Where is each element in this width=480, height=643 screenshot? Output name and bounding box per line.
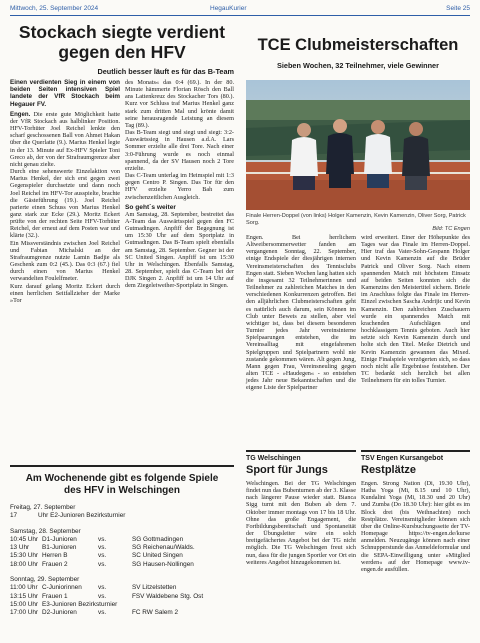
right-article-col2: wird erweitert. Einer der Höhepunkte des Tages war das Finale im Herren-Doppel. Hier traf das Vater-Sohn-Gespann Holger und Kevin Kamenzin auf die Brüder Patrick und Oliver Sorg. Nach einem spannenden Match mit höchstem Einsatz auf beiden Seiten konnten sich die Kamenzins den Meistertitel sichern. Briefe im Anschluss folgte das Finale im Herren-Einzel zwischen Sascha Andrijic und Kevin Kamenzin. Den zahlreichen Zuschauern wurde ein spannendes Match mit krachenden Aufschlägen und hochklassigem Tennis geboten. Auch hier setzte sich Kevin Kamenzin durch und holte sich den Titel. Meike Dietrich und Kevin Kamenzin gewannen das Mixed. Einige Finalspiele verzögerten sich, so dass noch nicht alle Ergebnisse feststehen. Der TC bedankt sich herzlich bei allen Teilnehmern für ein tolles Turnier. (361, 234, 470, 385)
match-team: Frauen 2 (42, 560, 68, 568)
match-time: 13 Uhr (10, 544, 30, 552)
match-vs: vs. (98, 544, 107, 552)
schedule-row (10, 601, 234, 609)
paragraph: Am Samstag, 28. September, bestreitet das A-Team das Auswärtsspiel gegen den FC Gutmadingen. Anpfiff der Begegnung ist um 15:30 Uhr auf dem Sportplatz in Gutmadingen. Das B-Team spielt ebenfalls am Samstag, 28. September. Gegner ist der SC United Singen. Anpfiff ist um 15:30 Uhr in Welschingen. Ebenfalls Samstag, 28. September, spielt das C-Team bei der DJK Singen 2. Anpfiff ist um 14 Uhr auf dem Ziegeleiweiher-Sportplatz in Singen. (125, 210, 234, 290)
match-team: E3-Junioren Bezirksturnier (42, 600, 118, 608)
tg-headline: Sport für Jungs (246, 464, 328, 476)
schedule-row (10, 552, 234, 560)
left-headline (10, 22, 234, 62)
match-vs: vs. (98, 584, 107, 592)
right-subheadline: Sieben Wochen, 32 Teilnehmer, viele Gewinner (277, 61, 439, 70)
schedule-day (10, 576, 234, 617)
match-vs: vs. (98, 592, 107, 600)
schedule-day (10, 528, 234, 569)
match-time: 13:15 Uhr (10, 592, 39, 600)
tsv-article-text: Engen. Strong Nation (Di, 19.30 Uhr), Hatha Yoga (Mi, 8.15 und 10 Uhr), Kundalini Yoga (Mi, 18.30 und 20 Uhr) und Zumba (Do 18.30 Uhr): hier gibt es im Block drei (bis Weihnachten) noch Restplätze. Vereinsmitglieder können sich über die Online-Kursbuchungsseite der TV-Homepage https://tv-engen.de/kurse anmelden. Neuzugänge können nach einer Schnupperstunde das Anmeldeformular und die SEPA-Einwilligung unter »Mitglied werden« auf der Homepage www.tv-engen.de ausfüllen. (361, 480, 470, 573)
match-opponent: SG Reichenau/Walds. (132, 544, 195, 552)
match-vs: vs. (98, 560, 107, 568)
schedule-box (10, 465, 234, 637)
day-label: Freitag, 27. September (10, 504, 76, 511)
match-opponent: SG Gottmadingen (132, 535, 184, 543)
match-team: C-Juniorinnen (42, 584, 82, 592)
match-team: D1-Junioren (42, 535, 77, 543)
schedule-row (10, 561, 234, 569)
photo-credit: Bild: TC Engen (432, 226, 470, 233)
tennis-team-photo (246, 80, 470, 210)
paragraph: Das C-Team unterlag im Heimspiel mit 1:3 gegen Centro P. Singen. Das Tor für den HFV erzielte Yerro Bah zum zwischenzeitlichen Ausgleich. (125, 172, 234, 201)
page-number: Seite 25 (446, 5, 470, 12)
match-opponent: SC United Singen (132, 552, 183, 560)
match-team: B1-Junioren (42, 544, 77, 552)
section-rule (246, 450, 356, 452)
schedule-day (10, 504, 234, 521)
page-header (10, 4, 470, 16)
paragraph: Das B-Team siegt und siegt und siegt: 3:2-Auswärtssieg in Hausen a.d.A. Lars Sommer erzielte alle drei Tore. Nach einer 3:0-Führung wurde es noch einmal spannend, da der SV Hausen noch 2 Tore erzielte. (125, 129, 234, 172)
match-vs: vs. (98, 535, 107, 543)
match-vs: vs. (98, 552, 107, 560)
tsv-headline: Restplätze (361, 464, 417, 476)
schedule-row (10, 512, 234, 520)
section-rule (361, 450, 470, 452)
paragraph: Durch eine sehenswerte Einzelaktion von Marius Henkel, der sich erst gegen zwei Gegenspieler durchsetzte und dann noch Joel Reichel im HFV-Tor ausspielte, brachte die Gästeführung (19.). Joel Reichel parierte einen Schuss von Marius Henkel ganz stark zur Ecke (29.). Moritz Eckert prüfte von der rechten Seite HFV-Torhüter Reichel, der erneut auf dem Posten war und klärte (32.). (10, 168, 120, 240)
left-headline-line1: Stockach siegte verdient (18, 22, 226, 42)
left-article-lead: Einen verdienten Sieg in einem von beiden Seiten intensiven Spiel landete der VfR Stockach beim Hegauer FV. (10, 79, 120, 108)
match-time: 17 (10, 512, 18, 520)
day-label: Samstag, 28. September (10, 527, 81, 535)
match-team: Frauen 1 (42, 592, 68, 600)
schedule-row (10, 536, 234, 544)
match-opponent: FSV Waldebene Stg. Ost (132, 592, 204, 600)
left-headline-line2: gegen den HFV (58, 42, 186, 62)
paragraph-text: Die erste gute Möglichkeit hatte der VfR Stockach aus halblinker Position. HFV-Torhüter Joel Reichel lenkte den scharf geschossenen Ball von Ahmet Hakan über die Querlatte (9.). Marius Henkel legte in der 13. Minute auf Ex-HFV Spieler Toni Greco ab, der von der Strafraumgrenze aber nicht genau zielte. (10, 110, 120, 168)
match-team: Herren B (42, 552, 68, 560)
caption-text: Finale Herren-Doppel (von links) Holger Kamenzin, Kevin Kamenzin, Oliver Sorg, Patrick Sorg. (246, 213, 466, 226)
paragraph: des Monats« das 0:4 (69.). In der 80. Minute hämmerte Florian Rösch den Ball ans Lattenkreuz des Stockacher Tors (80.). Kurz vor Schluss traf Marius Henkel ganz stark zum dritten Mal und krönte damit seine herausragende Leistung an diesem Tag (89.). (125, 79, 234, 129)
paragraph: Kurz darauf gelang Moritz Eckert durch einen herrlichen Seitfallzieher der Marke »Tor (10, 282, 120, 304)
match-vs: vs. (98, 609, 107, 617)
schedule-row (10, 609, 234, 617)
photo-caption (246, 213, 470, 233)
match-team: D2-Junioren (42, 609, 77, 617)
schedule-title (10, 473, 234, 497)
tg-article-text: Welschingen. Bei der TG Welschingen findet nun das Bubenturnen ab der 3. Klasse nach längerer Pause wieder statt. Bianca Sigg turnt mit den Buben ab dem 7. Oktober immer montags von 17 bis 18 Uhr. Ohne das große Engagement, die Fortbildungsbereitschaft und Spontaneität der Übungsleiter wäre ein solch breitgefächertes Angebot bei der TG nicht möglich. Die TG Welschingen freut sich nun, dass für die jungen Sportler vor Ort ein weiteres Angebot hinzugekommen ist. (246, 480, 356, 566)
paragraph: Ein Missverständnis zwischen Joel Reichel und Fabian Michalski an der Strafraumgrenze nutzte Lamin Badjie als Geschenk zum 0:2 (45.). Das 0:3 (67.) fiel durch einen von Marius Henkel verwandelten Foulelfmeter. (10, 239, 120, 283)
dateline: Engen. (10, 110, 31, 118)
photo-illustration (246, 80, 470, 210)
match-time: 17:00 Uhr (10, 609, 39, 617)
match-time: 15:30 Uhr (10, 552, 39, 560)
schedule-title-line1: Am Wochenende gibt es folgende Spiele (25, 473, 219, 484)
left-article-col2 (125, 79, 234, 290)
schedule-title-line2: des HFV in Welschingen (64, 485, 180, 496)
match-opponent: SG Hausen-Nollingen (132, 560, 194, 568)
schedule-row (10, 584, 234, 592)
match-time: 18:00 Uhr (10, 560, 39, 568)
match-time: 15:00 Uhr (10, 600, 39, 608)
publication-name: HegauKurier (210, 5, 247, 12)
match-opponent: SV Litzelstetten (132, 584, 177, 592)
left-subheadline: Deutlich besser läuft es für das B-Team (97, 67, 234, 76)
tsv-kicker: TSV Engen Kursangebot (361, 455, 444, 462)
match-time: 10:45 Uhr (10, 535, 39, 543)
schedule-list (10, 504, 234, 618)
match-team: Uhr E2-Junioren Bezirksturnier (38, 512, 126, 520)
match-opponent: FC RW Salem 2 (132, 609, 179, 617)
match-time: 11:00 Uhr (10, 584, 38, 592)
schedule-row (10, 593, 234, 601)
tg-kicker: TG Welschingen (246, 455, 301, 462)
right-article-col1: Engen. Bei herrlichem Altweibersommerwetter fanden am vergangenen Sonntag, 22. September, einige Endspiele der diesjährigen internen Vereinsmeisterschaften des Tennisclubs Engen statt. Sieben Wochen lang hatten sich die insgesamt 32 Teilnehmerinnen und Teilnehmer zu zahlreichen Matches in den verschiedenen Konkurrenzen getroffen. Bei den alljährlichen Clubmeisterschaften geht es natürlich auch darum, sein Können im Club unter Beweis zu stellen, aber viel wichtiger ist, dass bei diesem besonderen Turnier jedes Jahr vereinsinterne Spielpaarungen entstehen, die im Vereinsalltag mit eingefahrenen Spielgruppen und Spielpartnern wohl nie zustande gekommen wären. Alt gegen Jung, Mann gegen Frau, Vereinsneuling gegen alten TCE - »Haudegen« - so entstehen jedes Jahr neue Bekanntschaften und die eigene Liste der Spielpartner (246, 234, 356, 392)
day-label: Sonntag, 29. September (10, 576, 80, 584)
schedule-row (10, 544, 234, 552)
left-article-col1 (10, 79, 120, 304)
paragraph (10, 111, 120, 168)
section-subheading: So geht´s weiter (125, 203, 176, 211)
right-headline: TCE Clubmeisterschaften (257, 36, 459, 54)
issue-date: Mittwoch, 25. September 2024 (10, 5, 99, 12)
